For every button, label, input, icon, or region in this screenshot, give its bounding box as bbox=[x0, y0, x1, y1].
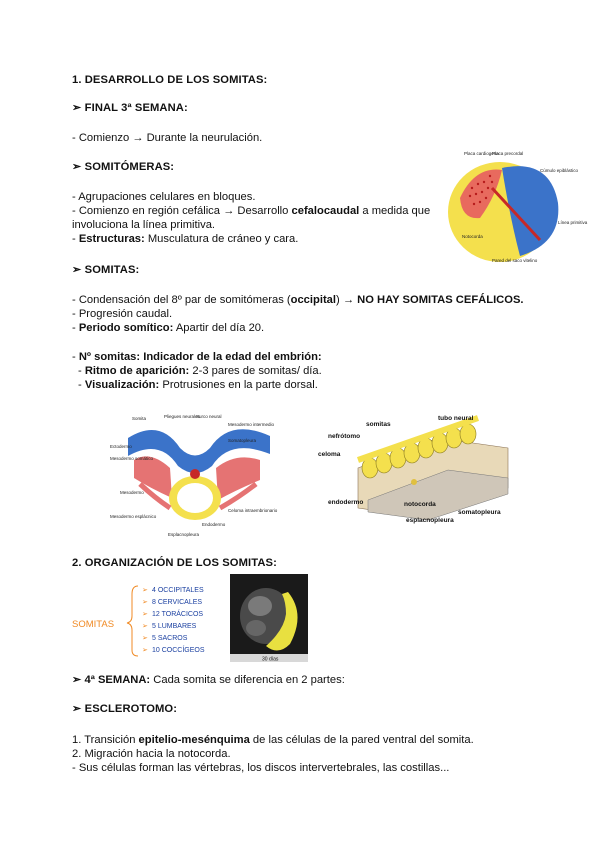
fig-left-label-2: Mesodermo bbox=[120, 490, 144, 495]
estructuras-text: - Estructuras: Musculatura de cráneo y cara. bbox=[72, 233, 299, 245]
somites-3d-figure bbox=[318, 408, 518, 526]
ritmo-text: - Ritmo de aparición: 2-3 pares de somitas/ día. bbox=[78, 365, 322, 377]
fig-left-label-10: Endodermo bbox=[202, 522, 226, 527]
fig-right-label-0: somitas bbox=[366, 421, 391, 428]
fig-right-label-4: notocorda bbox=[404, 501, 436, 508]
somitas-item-5: 10 COCCÍGEOS bbox=[152, 647, 205, 654]
somitas-brace-label: SOMITAS bbox=[72, 619, 115, 630]
somitomeras-heading: ➢ SOMITÓMERAS: bbox=[72, 161, 175, 173]
celulas-text: - Sus células forman las vértebras, los discos intervertebrales, las costillas... bbox=[72, 762, 450, 774]
cefalica-text: - Comienzo en región cefálica → Desarrollo cefalocaudal a medida que bbox=[72, 205, 431, 217]
svg-text:➢: ➢ bbox=[142, 598, 148, 606]
fig-top-label-4: Notocorda bbox=[462, 234, 483, 239]
somitas-item-4: 5 SACROS bbox=[152, 635, 188, 642]
semana-text: ➢ 4ª SEMANA: Cada somita se diferencia en 2 partes: bbox=[72, 674, 345, 686]
fig-left-label-3: Mesodermo esplácnico bbox=[110, 514, 157, 519]
svg-text:➢: ➢ bbox=[142, 610, 148, 618]
svg-text:➢: ➢ bbox=[142, 622, 148, 630]
photo-caption: 30 días bbox=[262, 656, 279, 663]
progresion-text: - Progresión caudal. bbox=[72, 308, 173, 320]
fig-right-label-1: tubo neural bbox=[438, 415, 474, 422]
comienzo-text: - Comienzo → Durante la neurulación. bbox=[72, 132, 263, 144]
somitas-item-1: 8 CERVICALES bbox=[152, 599, 203, 606]
fig-left-label-5: Pliegues neurales bbox=[164, 414, 200, 419]
fig-top-label-3: Línea primitiva bbox=[558, 220, 588, 225]
somitas-brace-list bbox=[72, 580, 232, 660]
embryonic-disc-figure bbox=[440, 148, 588, 270]
embryo-photo bbox=[230, 574, 308, 662]
final-week-heading: ➢ FINAL 3ª SEMANA: bbox=[72, 102, 188, 114]
somitas-heading: ➢ SOMITAS: bbox=[72, 264, 140, 276]
neural-tube-section-figure bbox=[110, 408, 280, 538]
fig-left-label-9: Celoma intraembrionario bbox=[228, 508, 278, 513]
somitas-item-3: 5 LUMBARES bbox=[152, 623, 197, 630]
section2-title: 2. ORGANIZACIÓN DE LOS SOMITAS: bbox=[72, 557, 277, 569]
fig-left-label-0: Ectodermo bbox=[110, 444, 132, 449]
fig-left-label-1: Mesodermo somático bbox=[110, 456, 154, 461]
involuciona-text: involuciona la línea primitiva. bbox=[72, 219, 216, 231]
somitas-item-0: 4 OCCIPITALES bbox=[152, 587, 204, 594]
esclerotomo-heading: ➢ ESCLEROTOMO: bbox=[72, 703, 178, 715]
fig-right-label-2: nefrótomo bbox=[328, 433, 361, 440]
condensacion-text: - Condensación del 8º par de somitómeras (occipital) → NO HAY SOMITAS CEFÁLICOS. bbox=[72, 294, 524, 306]
fig-left-label-7: Mesodermo intermedio bbox=[228, 422, 275, 427]
section1-title: 1. DESARROLLO DE LOS SOMITAS: bbox=[72, 74, 268, 86]
fig-left-label-8: Somatopleura bbox=[228, 438, 257, 443]
migracion-text: 2. Migración hacia la notocorda. bbox=[72, 748, 231, 760]
visualizacion-text: - Visualización: Protrusiones en la parte dorsal. bbox=[78, 379, 318, 391]
fig-top-label-1: Placa precordal bbox=[492, 151, 524, 156]
fig-right-label-3: celoma bbox=[318, 451, 341, 458]
svg-text:➢: ➢ bbox=[142, 586, 148, 594]
fig-left-label-4: Somita bbox=[132, 416, 147, 421]
fig-top-label-0: Placa cardiogena bbox=[464, 151, 499, 156]
fig-right-label-7: esplacnopleura bbox=[406, 517, 454, 524]
fig-right-label-5: endodermo bbox=[328, 499, 364, 506]
fig-left-label-6: Surco neural bbox=[196, 414, 222, 419]
fig-top-label-5: Pared del saco vitelino bbox=[492, 258, 538, 263]
agrupaciones-text: - Agrupaciones celulares en bloques. bbox=[72, 191, 256, 203]
transicion-text: 1. Transición epitelio-mesénquima de las células de la pared ventral del somita. bbox=[72, 734, 474, 746]
fig-left-label-11: Esplacnopleura bbox=[168, 532, 200, 537]
svg-text:➢: ➢ bbox=[142, 646, 148, 654]
fig-top-label-2: Cúmulo epiblástico bbox=[540, 168, 579, 173]
somitas-item-2: 12 TORÁCICOS bbox=[152, 611, 204, 618]
svg-text:➢: ➢ bbox=[142, 634, 148, 642]
fig-right-label-6: somatopleura bbox=[458, 509, 501, 516]
periodo-text: - Periodo somítico: Apartir del día 20. bbox=[72, 322, 265, 334]
nsomitas-text: - Nº somitas: Indicador de la edad del embrión: bbox=[72, 351, 322, 363]
